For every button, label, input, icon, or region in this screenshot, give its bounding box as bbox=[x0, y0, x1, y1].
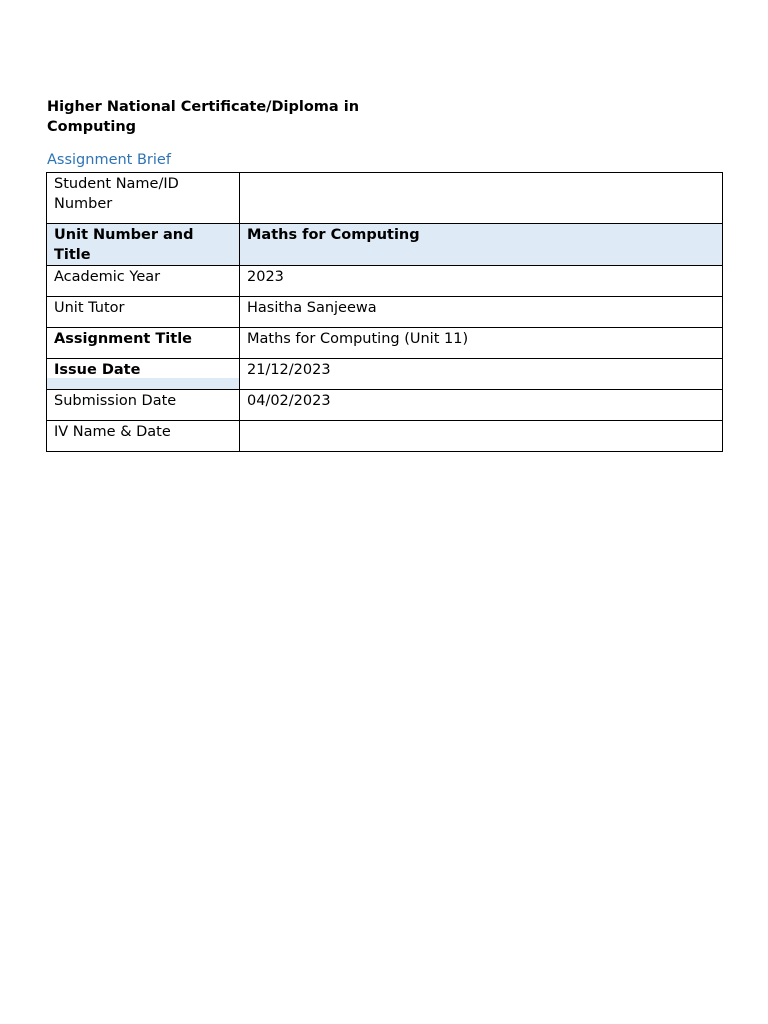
table-row-academic-year bbox=[47, 266, 723, 297]
assignment-brief-heading: Assignment Brief bbox=[47, 152, 171, 168]
issue-date-value: 21/12/2023 bbox=[247, 362, 331, 378]
value-cell bbox=[240, 173, 723, 224]
table-row-issue-date bbox=[47, 359, 723, 390]
academic-year-label: Academic Year bbox=[54, 269, 161, 285]
iv-name-label: IV Name & Date bbox=[54, 424, 171, 440]
document-title: Higher National Certificate/Diploma in Computing bbox=[47, 99, 360, 135]
value-cell bbox=[240, 266, 723, 297]
label-cell bbox=[47, 328, 240, 359]
table-row-iv-name bbox=[47, 421, 723, 452]
value-cell bbox=[240, 328, 723, 359]
unit-number-value: Maths for Computing bbox=[247, 227, 420, 243]
unit-tutor-value: Hasitha Sanjeewa bbox=[247, 300, 377, 316]
label-cell bbox=[47, 359, 240, 390]
table-row-submission-date bbox=[47, 390, 723, 421]
table-row-student-name bbox=[47, 173, 723, 224]
label-cell bbox=[47, 224, 240, 266]
label-cell bbox=[47, 173, 240, 224]
submission-date-label: Submission Date bbox=[54, 393, 177, 409]
table-row-assignment-title bbox=[47, 328, 723, 359]
value-cell bbox=[240, 297, 723, 328]
assignment-title-value: Maths for Computing (Unit 11) bbox=[247, 331, 469, 347]
unit-number-label: Unit Number and Title bbox=[54, 227, 194, 263]
assignment-title-label: Assignment Title bbox=[54, 331, 192, 347]
label-cell bbox=[47, 266, 240, 297]
label-cell bbox=[47, 390, 240, 421]
value-cell bbox=[240, 224, 723, 266]
label-cell bbox=[47, 297, 240, 328]
academic-year-value: 2023 bbox=[247, 269, 284, 285]
student-name-value bbox=[240, 173, 722, 174]
iv-name-value bbox=[240, 421, 722, 422]
unit-tutor-label: Unit Tutor bbox=[54, 300, 125, 316]
issue-date-label: Issue Date bbox=[54, 362, 141, 378]
value-cell bbox=[240, 359, 723, 390]
value-cell bbox=[240, 390, 723, 421]
assignment-brief-table bbox=[46, 172, 723, 452]
student-name-label: Student Name/ID Number bbox=[54, 176, 179, 212]
table-row-unit-number bbox=[47, 224, 723, 266]
value-cell bbox=[240, 421, 723, 452]
submission-date-value: 04/02/2023 bbox=[247, 393, 331, 409]
table-row-unit-tutor bbox=[47, 297, 723, 328]
label-cell bbox=[47, 421, 240, 452]
